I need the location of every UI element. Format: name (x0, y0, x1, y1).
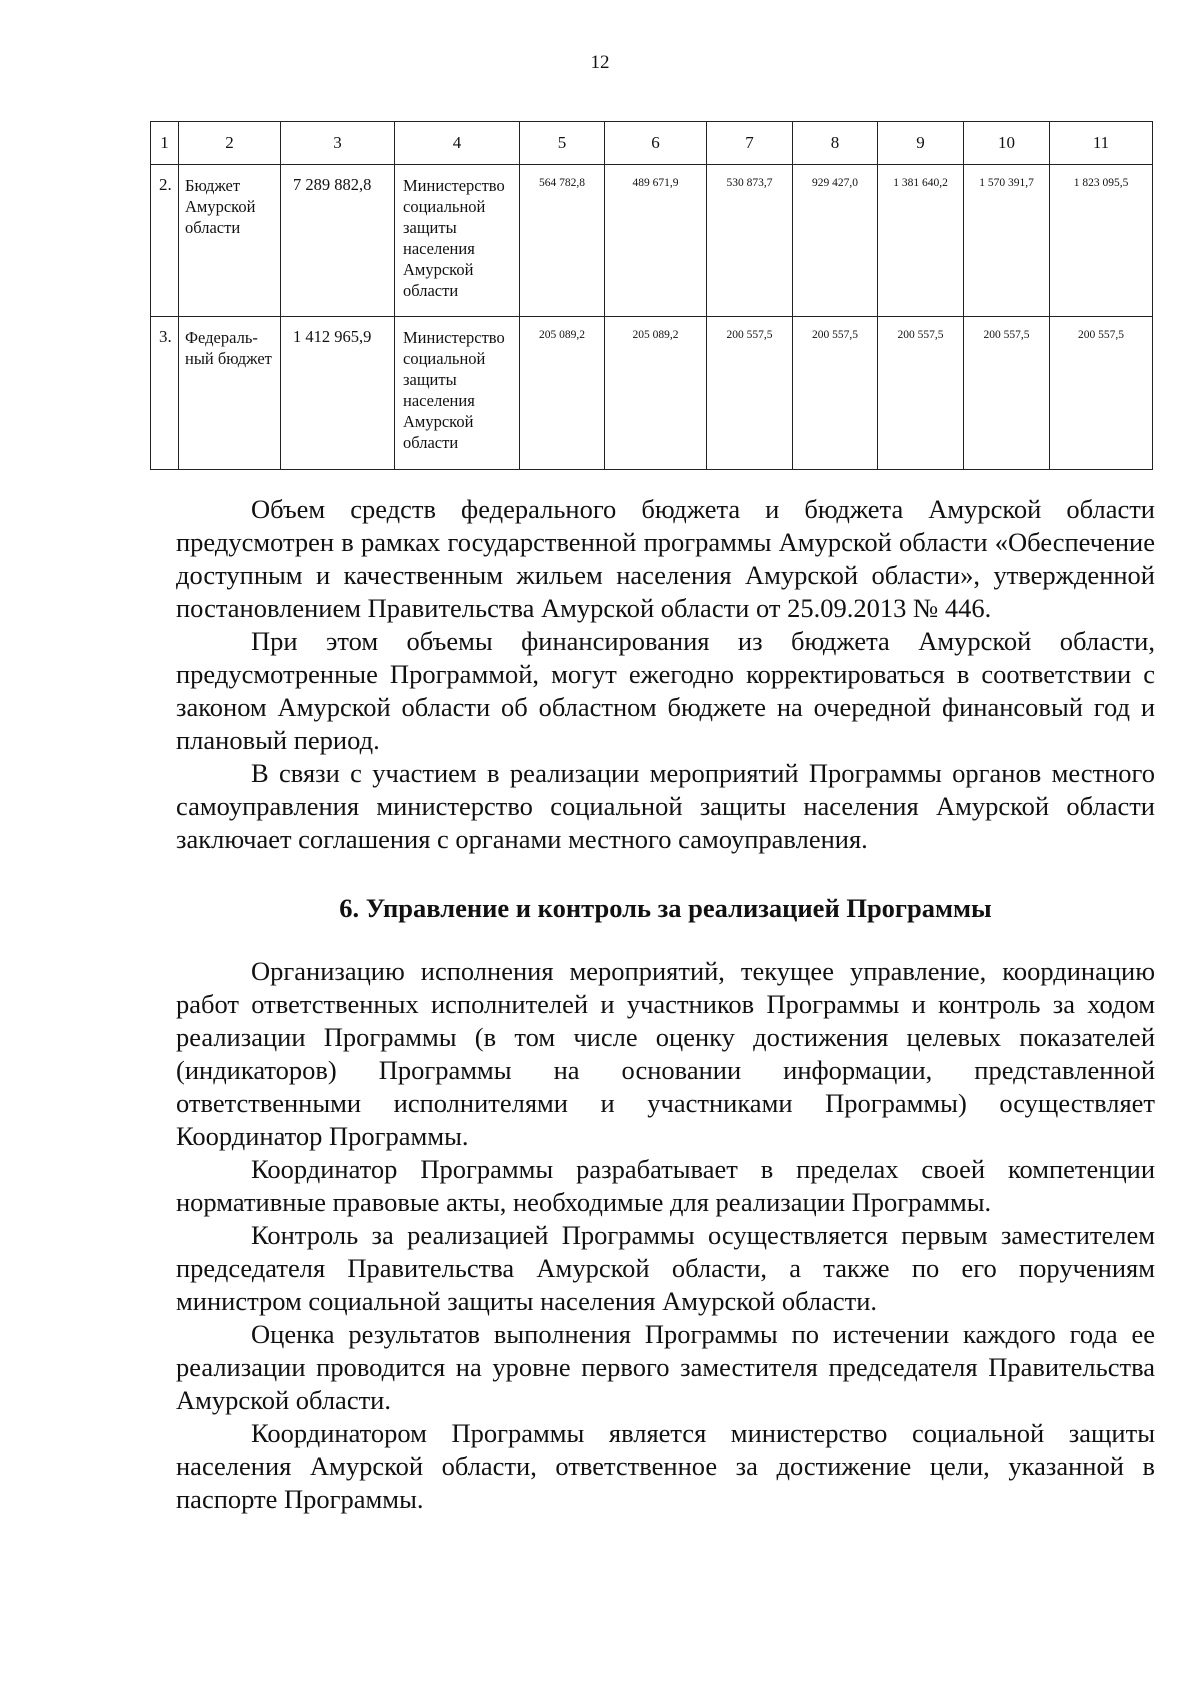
paragraph: Организацию исполнения мероприятий, текущее управление, координацию работ ответственных исполнителей и участников Программы и контроль за ходом реализации Программы (в том числе оценку достижения целевых показателей (индикаторов) Программы на основании информации, представленной ответственными исполнителями и участниками Программы) осуществляет Координатор Программы. (176, 956, 1155, 1151)
table-header-row (151, 122, 1153, 165)
funding-total: 7 289 882,8 (281, 165, 395, 317)
year-value: 200 557,5 (964, 317, 1050, 470)
header-cell: 8 (793, 122, 878, 165)
paragraph: Контроль за реализацией Программы осуществляется первым заместителем председателя Правительства Амурской области, а также по его поручениям министром социальной защиты населения Амурской области. (176, 1220, 1155, 1316)
year-value: 1 570 391,7 (964, 165, 1050, 317)
year-value: 1 823 095,5 (1050, 165, 1153, 317)
section-title: 6. Управление и контроль за реализацией Программы (339, 893, 992, 923)
header-cell: 9 (878, 122, 964, 165)
funding-source: Федераль-ный бюджет (179, 317, 281, 470)
funding-total: 1 412 965,9 (281, 317, 395, 470)
table-row (151, 317, 1153, 470)
funding-source: Бюджет Амурской области (179, 165, 281, 317)
year-value: 200 557,5 (878, 317, 964, 470)
year-value: 200 557,5 (707, 317, 793, 470)
header-cell: 5 (520, 122, 605, 165)
header-cell: 7 (707, 122, 793, 165)
header-cell: 3 (281, 122, 395, 165)
paragraph: В связи с участием в реализации мероприятий Программы органов местного самоуправления министерство социальной защиты населения Амурской области заключает соглашения с органами местного самоуправления. (176, 758, 1155, 854)
year-value: 205 089,2 (605, 317, 707, 470)
page-number: 12 (590, 52, 610, 73)
paragraph: Координатором Программы является министерство социальной защиты населения Амурской области, ответственное за достижение цели, указанной в паспорте Программы. (176, 1418, 1155, 1514)
executor: Министерство социальной защиты населения Амурской области (395, 317, 520, 470)
executor: Министерство социальной защиты населения Амурской области (395, 165, 520, 317)
year-value: 530 873,7 (707, 165, 793, 317)
paragraph: Объем средств федерального бюджета и бюджета Амурской области предусмотрен в рамках государственной программы Амурской области «Обеспечение доступным и качественным жильем населения Амурской области», утвержденной постановлением Правительства Амурской области от 25.09.2013 № 446. (176, 494, 1155, 623)
row-number: 3. (151, 317, 179, 470)
year-value: 200 557,5 (793, 317, 878, 470)
paragraph: При этом объемы финансирования из бюджета Амурской области, предусмотренные Программой, могут ежегодно корректироваться в соответствии с законом Амурской области об областном бюджете на очередной финансовый год и плановый период. (176, 626, 1155, 755)
year-value: 564 782,8 (520, 165, 605, 317)
paragraph: Оценка результатов выполнения Программы по истечении каждого года ее реализации проводится на уровне первого заместителя председателя Правительства Амурской области. (176, 1319, 1155, 1415)
header-cell: 6 (605, 122, 707, 165)
year-value: 929 427,0 (793, 165, 878, 317)
year-value: 200 557,5 (1050, 317, 1153, 470)
header-cell: 2 (179, 122, 281, 165)
header-cell: 1 (151, 122, 179, 165)
table-row (151, 165, 1153, 317)
year-value: 205 089,2 (520, 317, 605, 470)
body-text (176, 493, 1155, 1516)
financing-table (150, 121, 1153, 470)
header-cell: 10 (964, 122, 1050, 165)
row-number: 2. (151, 165, 179, 317)
year-value: 489 671,9 (605, 165, 707, 317)
year-value: 1 381 640,2 (878, 165, 964, 317)
header-cell: 4 (395, 122, 520, 165)
header-cell: 11 (1050, 122, 1153, 165)
paragraph: Координатор Программы разрабатывает в пределах своей компетенции нормативные правовые акты, необходимые для реализации Программы. (176, 1154, 1155, 1217)
